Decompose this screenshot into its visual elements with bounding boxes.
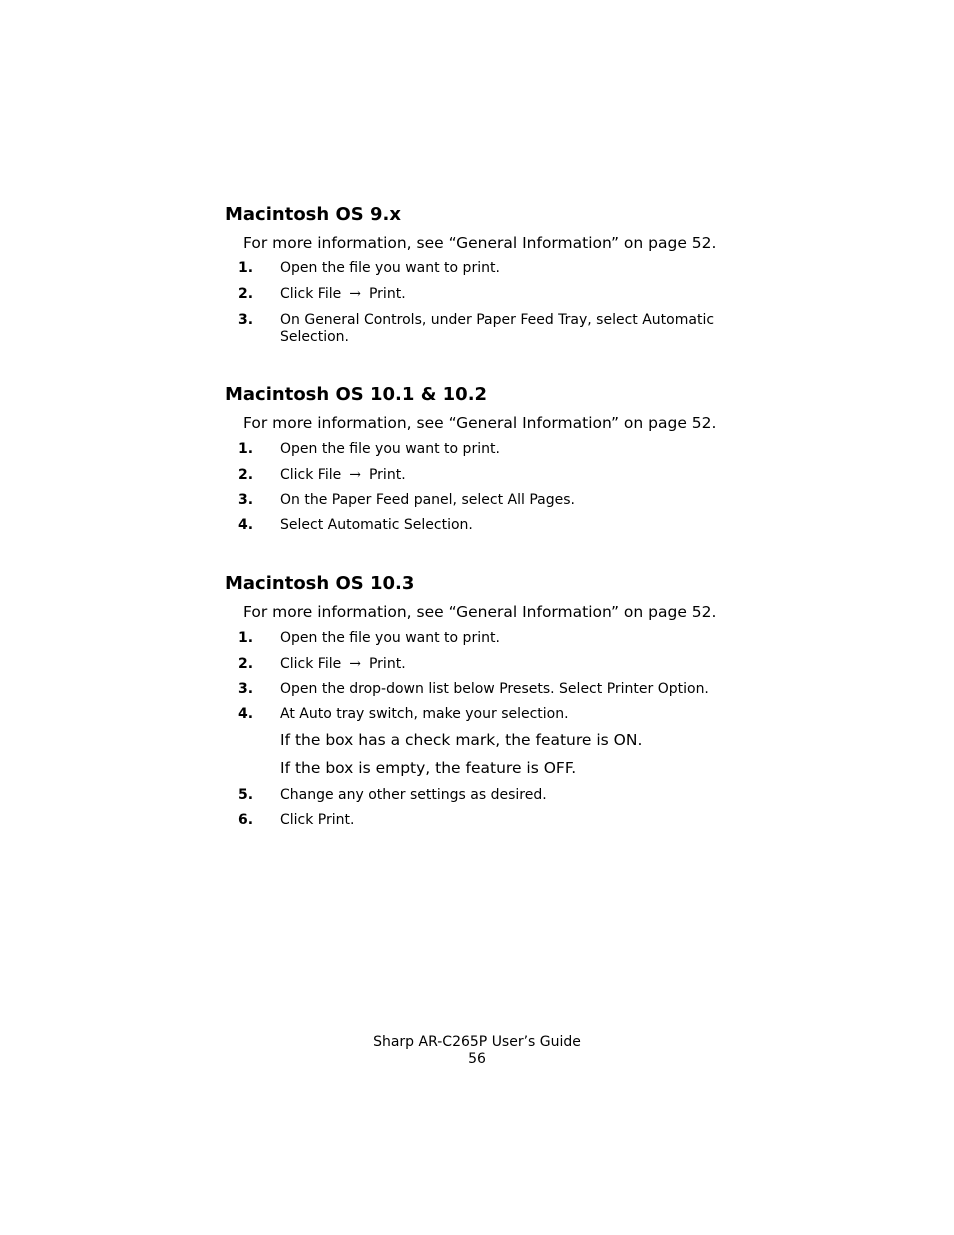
footer-guide-title: Sharp AR-C265P User’s Guide (373, 1034, 581, 1050)
step-text: Click Print. (280, 812, 355, 828)
section-intro-os10-3: For more information, see “General Information” on page 52. (243, 603, 717, 621)
step-text-after: Print. (368, 656, 406, 672)
step-number: 4. (238, 517, 254, 533)
step-text-after: Print. (368, 286, 406, 302)
step-text: Open the file you want to print. (280, 441, 500, 457)
step-number: 4. (238, 706, 254, 722)
step-item (238, 260, 738, 277)
step-number: 6. (238, 812, 254, 828)
step-text: On the Paper Feed panel, select All Pages. (280, 492, 575, 508)
note-empty: If the box is empty, the feature is OFF. (280, 759, 577, 777)
step-number: 3. (238, 681, 254, 697)
step-text: At Auto tray switch, make your selection. (280, 706, 569, 722)
right-arrow-icon: → (349, 656, 361, 672)
step-number: 2. (238, 286, 254, 302)
step-text (280, 286, 738, 303)
right-arrow-icon: → (349, 286, 361, 302)
step-item (238, 706, 738, 723)
step-number: 3. (238, 312, 254, 328)
step-text-before: Click File (280, 286, 342, 302)
step-text: Open the file you want to print. (280, 260, 500, 276)
right-arrow-icon: → (349, 467, 361, 483)
step-item (238, 681, 738, 698)
step-number: 2. (238, 467, 254, 483)
note-checked: If the box has a check mark, the feature is ON. (280, 731, 643, 749)
step-item (238, 467, 738, 484)
step-text: On General Controls, under Paper Feed Tray, select Automatic Selection. (280, 312, 715, 345)
step-number: 1. (238, 630, 254, 646)
section-heading-os9: Macintosh OS 9.x (225, 204, 401, 225)
step-text: Select Automatic Selection. (280, 517, 473, 533)
step-item (238, 812, 738, 829)
section-intro-os9: For more information, see “General Information” on page 52. (243, 234, 717, 252)
step-number: 5. (238, 787, 254, 803)
step-item (238, 286, 738, 303)
step-number: 3. (238, 492, 254, 508)
step-number: 1. (238, 441, 254, 457)
step-text: Open the drop-down list below Presets. Select Printer Option. (280, 681, 709, 697)
step-text-before: Click File (280, 656, 342, 672)
step-number: 2. (238, 656, 254, 672)
section-intro-os10-1: For more information, see “General Information” on page 52. (243, 414, 717, 432)
step-text (280, 467, 738, 484)
step-item (238, 656, 738, 673)
step-text: Open the file you want to print. (280, 630, 500, 646)
step-text-before: Click File (280, 467, 342, 483)
step-item (238, 492, 738, 509)
step-text: Change any other settings as desired. (280, 787, 547, 803)
step-text (280, 656, 738, 673)
step-item (238, 787, 738, 804)
section-heading-os10-3: Macintosh OS 10.3 (225, 573, 415, 594)
footer-page-number: 56 (468, 1051, 486, 1067)
step-item (238, 517, 738, 534)
step-number: 1. (238, 260, 254, 276)
step-text-after: Print. (368, 467, 406, 483)
step-item (238, 630, 738, 647)
step-item (238, 312, 738, 346)
section-heading-os10-1: Macintosh OS 10.1 & 10.2 (225, 384, 488, 405)
step-item (238, 441, 738, 458)
